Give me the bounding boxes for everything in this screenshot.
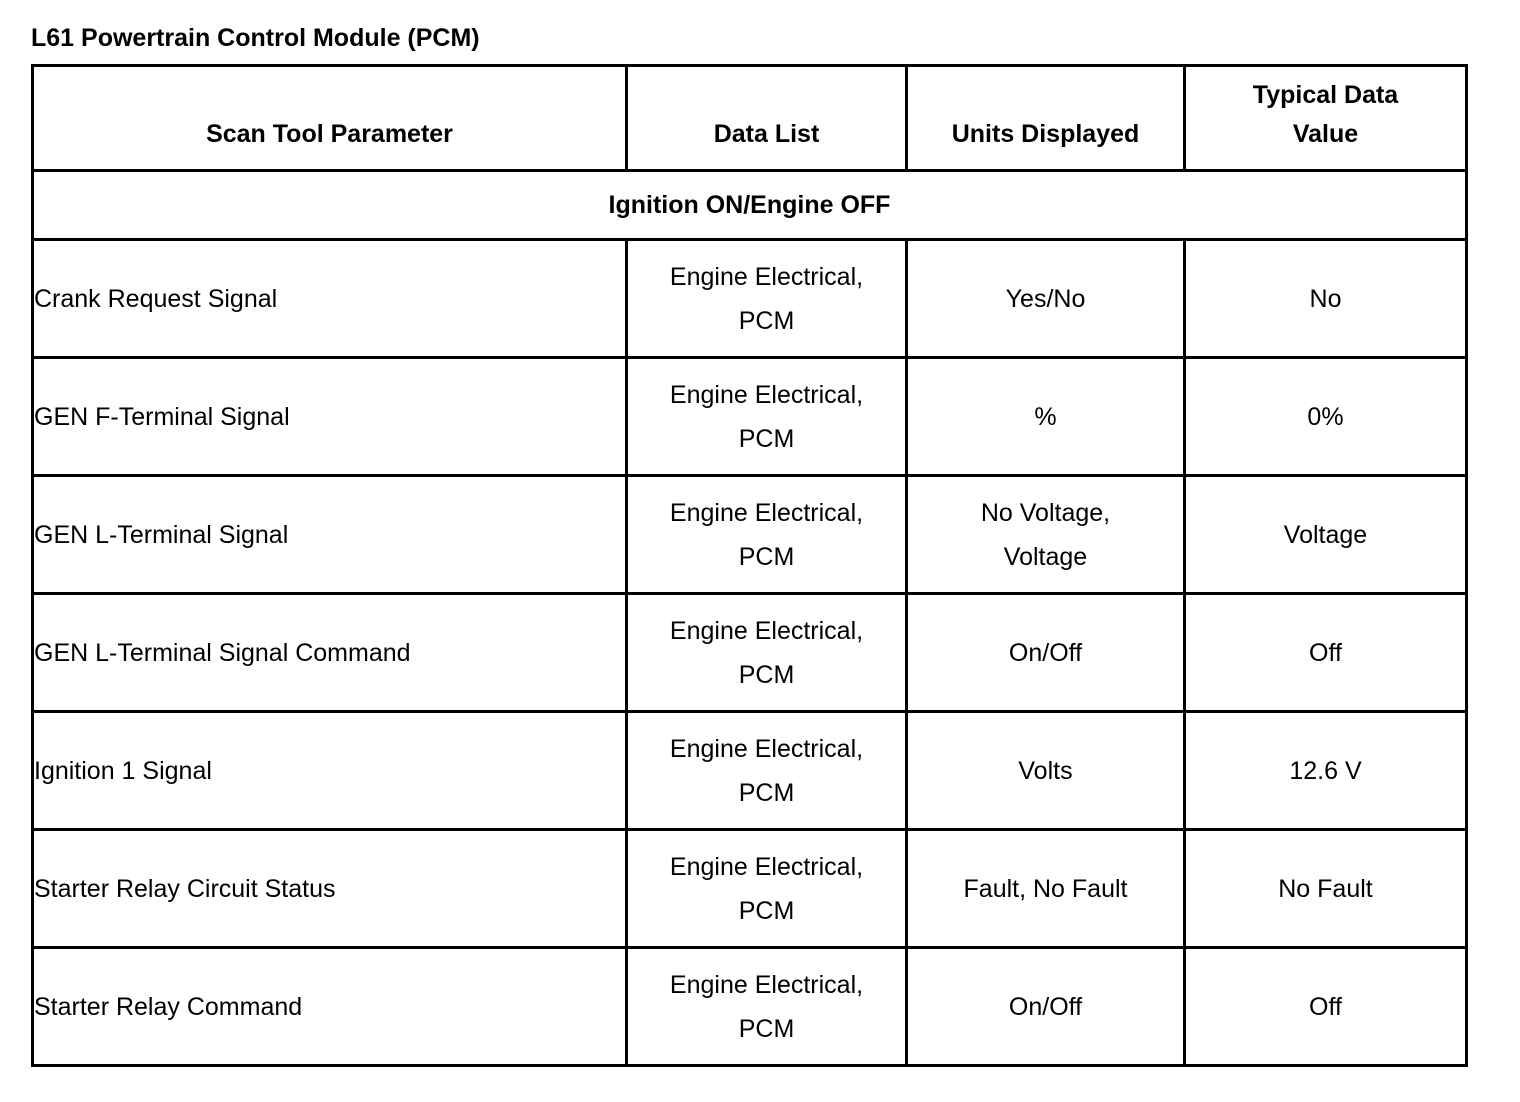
header-typical-data-value	[1185, 66, 1467, 171]
data-list-line1: Engine Electrical,	[669, 616, 864, 645]
data-list-line1: Engine Electrical,	[669, 734, 864, 763]
typical-value-cell: Voltage	[1185, 476, 1467, 594]
data-list-line2: PCM	[738, 306, 795, 335]
units-cell	[907, 948, 1185, 1066]
page-title: L61 Powertrain Control Module (PCM)	[31, 24, 480, 52]
data-list-line1: Engine Electrical,	[669, 262, 864, 291]
units-cell	[907, 594, 1185, 712]
data-list-cell	[627, 830, 907, 948]
scan-tool-data-table	[31, 64, 1468, 1067]
table-row	[33, 712, 1467, 830]
units-cell	[907, 830, 1185, 948]
section-row	[33, 171, 1467, 240]
data-list-cell	[627, 240, 907, 358]
units-line1: On/Off	[1008, 992, 1083, 1021]
table-row	[33, 830, 1467, 948]
parameter-cell: GEN L-Terminal Signal Command	[33, 594, 627, 712]
data-list-cell	[627, 712, 907, 830]
units-cell	[907, 358, 1185, 476]
header-scan-tool-parameter: Scan Tool Parameter	[33, 66, 627, 171]
data-list-line2: PCM	[738, 778, 795, 807]
table-row	[33, 358, 1467, 476]
data-list-cell	[627, 358, 907, 476]
parameter-cell: GEN F-Terminal Signal	[33, 358, 627, 476]
typical-value-cell: 0%	[1185, 358, 1467, 476]
table-row	[33, 948, 1467, 1066]
units-line1: On/Off	[1008, 638, 1083, 667]
data-list-line2: PCM	[738, 1014, 795, 1043]
data-list-cell	[627, 476, 907, 594]
data-list-cell	[627, 594, 907, 712]
typical-value-cell: Off	[1185, 948, 1467, 1066]
units-line1: No Voltage,	[980, 498, 1111, 527]
data-list-line2: PCM	[738, 660, 795, 689]
data-list-line1: Engine Electrical,	[669, 970, 864, 999]
data-list-line2: PCM	[738, 896, 795, 925]
data-list-line2: PCM	[738, 542, 795, 571]
parameter-cell: Crank Request Signal	[33, 240, 627, 358]
typical-value-cell: No Fault	[1185, 830, 1467, 948]
header-row	[33, 66, 1467, 171]
units-line1: Yes/No	[1005, 284, 1086, 313]
parameter-cell: Starter Relay Command	[33, 948, 627, 1066]
typical-value-cell: Off	[1185, 594, 1467, 712]
header-typical-line1: Typical Data	[1252, 81, 1399, 109]
units-line1: %	[1034, 402, 1057, 431]
table-row	[33, 594, 1467, 712]
data-list-cell	[627, 948, 907, 1066]
header-typical-line2: Value	[1292, 120, 1359, 148]
header-data-list: Data List	[627, 66, 907, 171]
data-list-line2: PCM	[738, 424, 795, 453]
data-list-line1: Engine Electrical,	[669, 852, 864, 881]
parameter-cell: Ignition 1 Signal	[33, 712, 627, 830]
units-cell	[907, 712, 1185, 830]
data-list-line1: Engine Electrical,	[669, 498, 864, 527]
typical-value-cell: 12.6 V	[1185, 712, 1467, 830]
table-row	[33, 476, 1467, 594]
units-line2: Voltage	[1003, 542, 1088, 571]
parameter-cell: GEN L-Terminal Signal	[33, 476, 627, 594]
table-row	[33, 240, 1467, 358]
units-line1: Volts	[1018, 756, 1073, 785]
units-line1: Fault, No Fault	[963, 874, 1128, 903]
typical-value-cell: No	[1185, 240, 1467, 358]
units-cell	[907, 476, 1185, 594]
data-list-line1: Engine Electrical,	[669, 380, 864, 409]
header-units-displayed: Units Displayed	[907, 66, 1185, 171]
parameter-cell: Starter Relay Circuit Status	[33, 830, 627, 948]
section-label: Ignition ON/Engine OFF	[33, 171, 1467, 240]
units-cell	[907, 240, 1185, 358]
